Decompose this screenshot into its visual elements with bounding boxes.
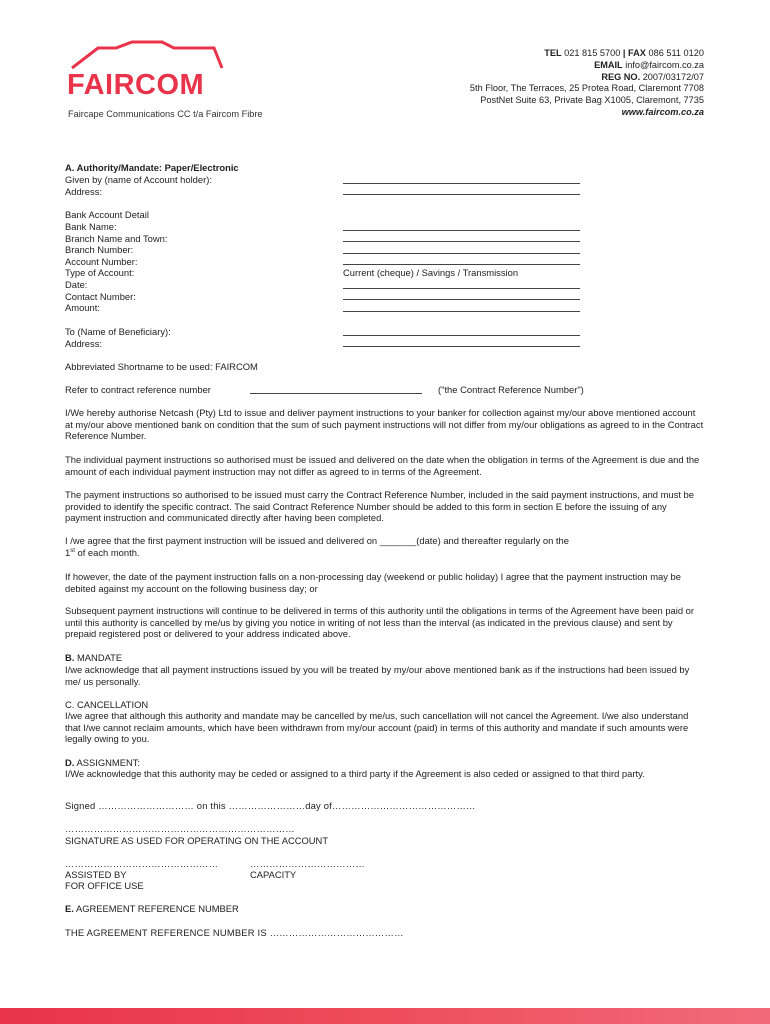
account-type-label: Type of Account:: [65, 267, 135, 278]
agreement-ref-label: THE AGREEMENT REFERENCE NUMBER IS: [65, 927, 267, 938]
address-field[interactable]: [343, 194, 580, 195]
bank-detail-heading: Bank Account Detail: [65, 209, 149, 220]
given-by-label: Given by (name of Account holder):: [65, 174, 212, 185]
first-payment-text: I /we agree that the first payment instruction will be issued and delivered on _______(date) and thereafter regularly on the: [65, 535, 569, 546]
first-payment-suffix: st: [70, 547, 75, 554]
shortname-value: FAIRCOM: [215, 361, 258, 372]
signature-label: SIGNATURE AS USED FOR OPERATING ON THE ACCOUNT: [65, 835, 329, 846]
branch-name-label: Branch Name and Town:: [65, 233, 168, 244]
individual-instructions-paragraph: The individual payment instructions so authorised must be issued and delivered on the date when the obligation in terms of the Agreement is due and the amount of each individual payment instruction may not differ as agreed to in terms of the Agreement.: [65, 454, 700, 477]
contract-ref-label: Refer to contract reference number: [65, 384, 211, 395]
footer-brand-bar: [0, 1008, 770, 1024]
address-line-1: 5th Floor, The Terraces, 25 Protea Road, Claremont 7708: [469, 83, 704, 94]
branch-name-field[interactable]: [343, 241, 580, 242]
email-label: EMAIL: [594, 59, 623, 70]
contact-number-label: Contact Number:: [65, 291, 136, 302]
reg-value: 2007/03172/07: [642, 71, 704, 82]
first-payment-rest: of each month.: [74, 546, 140, 558]
on-this-field[interactable]: ……………………: [228, 800, 306, 811]
office-use-label: FOR OFFICE USE: [65, 880, 144, 891]
amount-field[interactable]: [343, 311, 580, 312]
address-label: Address:: [65, 186, 102, 197]
cancellation-paragraph: I/we agree that although this authority and mandate may be cancelled by me/us, such cancellation will not cancel the Agreement. I/we also understand that I/we cannot reclaim amounts, which have been withdrawn from my/our account (paid) in terms of this authority and mandate if such amounts were legally owing to you.: [65, 710, 689, 745]
contract-ref-field[interactable]: [250, 393, 422, 394]
company-name: Faircape Communications CC t/a Faircom Fibre: [68, 109, 263, 119]
tel-label: TEL: [544, 48, 562, 58]
address-line-2: PostNet Suite 63, Private Bag X1005, Claremont, 7735: [480, 95, 704, 106]
section-e-letter: E.: [65, 903, 74, 914]
contract-ref-note: ("the Contract Reference Number"): [438, 384, 584, 395]
signed-line: [65, 800, 476, 812]
contact-block: [470, 48, 704, 119]
section-a-title: A. Authority/Mandate: Paper/Electronic: [65, 162, 239, 173]
reg-line: [470, 72, 704, 84]
tel-value: 021 815 5700: [564, 48, 621, 58]
subsequent-instructions-paragraph: Subsequent payment instructions will continue to be delivered in terms of this authority until the obligations in terms of the Agreement have been paid or until this authority is cancelled by me/us by giving you notice in writing of not less than the interval (as indicated in the previous clause) and sent by prepaid registered post or delivered to your address indicated above.: [65, 605, 695, 640]
agreement-ref-line: [65, 927, 404, 939]
section-b-title: MANDATE: [76, 652, 123, 663]
fax-label: FAX: [628, 48, 646, 58]
agreement-ref-field[interactable]: ……………………………………: [269, 927, 404, 938]
reg-label: REG NO.: [601, 71, 641, 82]
on-this-label: on this: [196, 800, 226, 811]
non-processing-day-paragraph: If however, the date of the payment instruction falls on a non-processing day (weekend or public holiday) I agree that the payment instruction may be debited against my account on the following business day; or: [65, 571, 681, 594]
section-b-letter: B.: [65, 652, 75, 663]
separator: |: [622, 48, 626, 58]
authorise-paragraph: I/We hereby authorise Netcash (Pty) Ltd to issue and deliver payment instructions to your banker for collection against my/our above mentioned account at my/our above mentioned bank on condition that the sum of such payment instructions will not differ from my/our obligations as agreed to in the Contract Reference Number.: [65, 407, 704, 442]
section-e-heading: [65, 903, 239, 915]
signed-label: Signed: [65, 800, 96, 811]
amount-label: Amount:: [65, 302, 100, 313]
faircom-logo: FAIRCOM: [67, 69, 205, 101]
fax-value: 086 511 0120: [648, 48, 704, 58]
beneficiary-label: To (Name of Beneficiary):: [65, 326, 171, 337]
website-link[interactable]: www.faircom.co.za: [621, 106, 704, 117]
branch-number-label: Branch Number:: [65, 244, 134, 255]
assisted-by-label: ASSISTED BY: [65, 869, 127, 880]
assisted-by-field[interactable]: …………………………………………: [65, 858, 219, 869]
first-payment-day: 1: [65, 546, 71, 558]
signature-field[interactable]: ………………………………………………………………: [65, 823, 295, 834]
signed-field[interactable]: …………………………: [98, 800, 194, 811]
section-d-heading: [65, 757, 140, 769]
bank-name-field[interactable]: [343, 230, 580, 231]
date-field[interactable]: [343, 288, 580, 289]
beneficiary-address-label: Address:: [65, 338, 102, 349]
beneficiary-address-field[interactable]: [343, 346, 580, 347]
contract-reference-paragraph: The payment instructions so authorised to be issued must carry the Contract Reference Number, included in the said payment instructions, and must be provided to identify the specific contract. The said Contract Reference Number should be added to this form in section E before the issuing of any payment instruction and communicated directly after having been completed.: [65, 489, 694, 524]
section-b-heading: [65, 652, 122, 664]
bank-name-label: Bank Name:: [65, 221, 117, 232]
assignment-paragraph: I/We acknowledge that this authority may be ceded or assigned to a third party if the Agreement is also ceded or assigned to that third party.: [65, 768, 645, 779]
first-payment-paragraph: [65, 535, 705, 558]
given-by-field[interactable]: [343, 183, 580, 184]
beneficiary-field[interactable]: [343, 335, 580, 336]
shortname-line: [65, 361, 258, 373]
email-value[interactable]: info@faircom.co.za: [625, 59, 704, 70]
section-c-title: C. CANCELLATION: [65, 699, 149, 710]
section-d-letter: D.: [65, 757, 75, 768]
shortname-label: Abbreviated Shortname to be used:: [65, 361, 213, 372]
account-number-label: Account Number:: [65, 256, 138, 267]
email-line: [470, 60, 704, 72]
date-label: Date:: [65, 279, 88, 290]
account-type-options[interactable]: Current (cheque) / Savings / Transmission: [343, 267, 519, 278]
branch-number-field[interactable]: [343, 253, 580, 254]
day-of-field[interactable]: ………………………………………: [331, 800, 476, 811]
capacity-label: CAPACITY: [250, 869, 297, 880]
mandate-paragraph: I/we acknowledge that all payment instructions issued by you will be treated by my/our above mentioned bank as if the instructions had been issued by me/ us personally.: [65, 664, 690, 687]
section-d-title: ASSIGNMENT:: [76, 757, 141, 768]
section-e-title: AGREEMENT REFERENCE NUMBER: [75, 903, 239, 914]
day-of-label: day of: [305, 800, 332, 811]
contact-number-field[interactable]: [343, 299, 580, 300]
tel-line: [470, 48, 704, 60]
capacity-field[interactable]: ………………………………: [250, 858, 365, 869]
account-number-field[interactable]: [343, 264, 580, 265]
